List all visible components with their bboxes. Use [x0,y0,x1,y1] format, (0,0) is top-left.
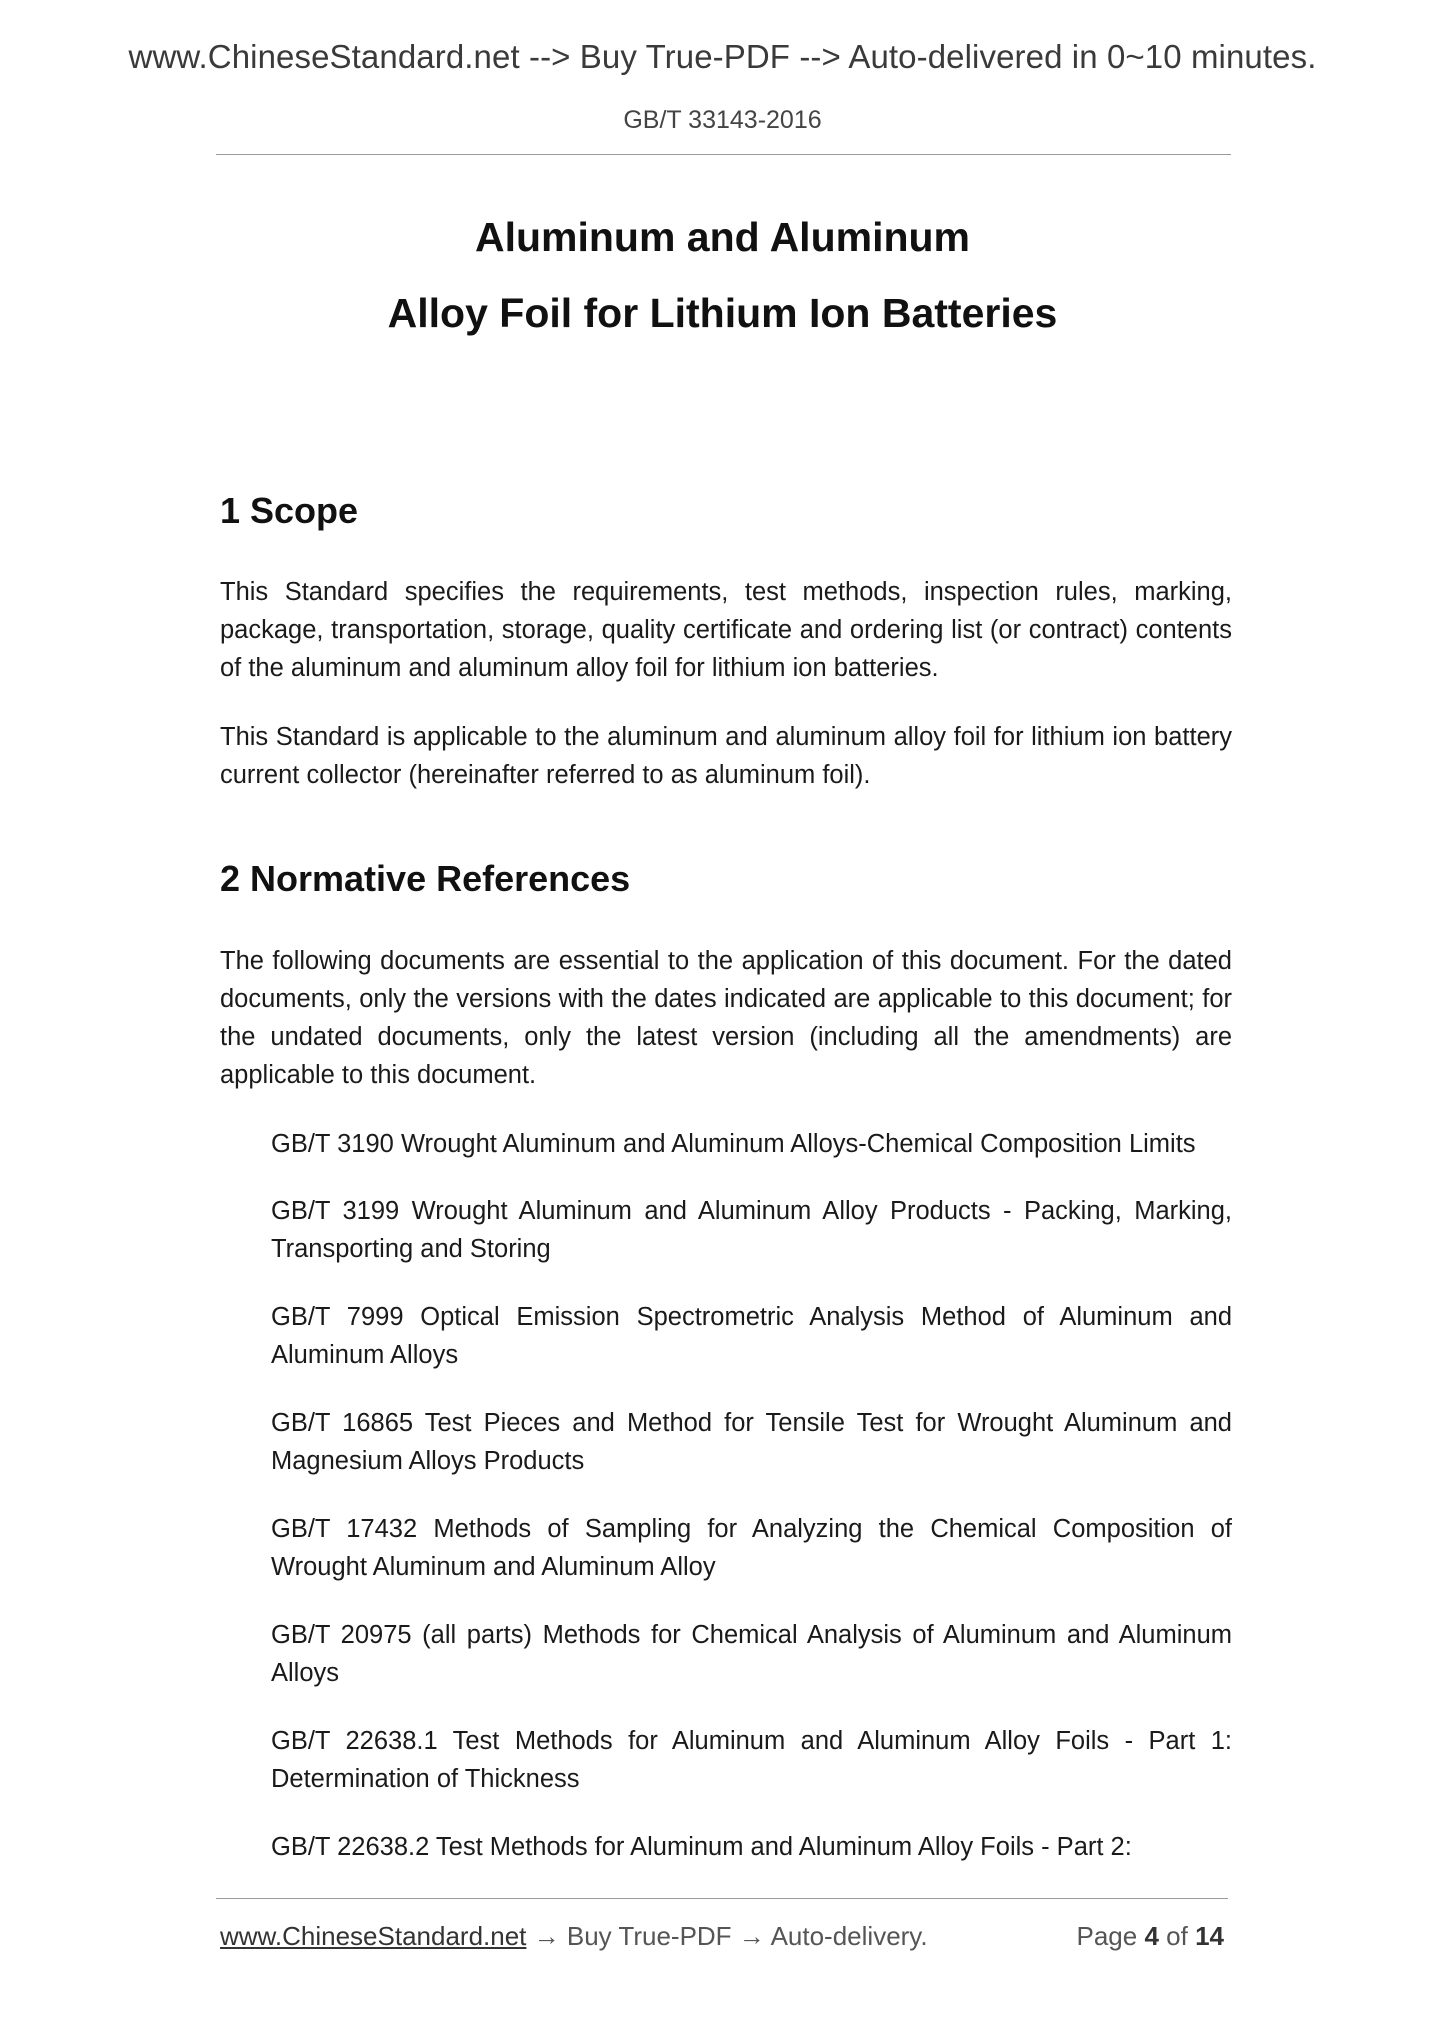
reference-item: GB/T 17432 Methods of Sampling for Analyzing the Chemical Composition of Wrought Aluminum and Aluminum Alloy [271,1515,1232,1581]
footer [220,1921,1232,1952]
reference-item: GB/T 3199 Wrought Aluminum and Aluminum Alloy Products - Packing, Marking, Transporting and Storing [271,1197,1232,1263]
reference-item: GB/T 16865 Test Pieces and Method for Tensile Test for Wrought Aluminum and Magnesium Alloys Products [271,1409,1232,1475]
page-of-label: of [1166,1921,1188,1951]
page-label: Page [1076,1921,1138,1951]
header-banner: www.ChineseStandard.net --> Buy True-PDF --> Auto-delivered in 0~10 minutes. [128,38,1317,75]
reference-item: GB/T 20975 (all parts) Methods for Chemical Analysis of Aluminum and Aluminum Alloys [271,1621,1232,1687]
title-line-2: Alloy Foil for Lithium Ion Batteries [387,290,1058,336]
normative-intro-paragraph: The following documents are essential to the application of this document. For the dated documents, only the versions with the dates indicated are applicable to this document; for the undated documents, only the latest version (including all the amendments) are applicable to this document. [220,947,1232,1089]
reference-item: GB/T 3190 Wrought Aluminum and Aluminum Alloys-Chemical Composition Limits [271,1130,1196,1158]
page-indicator [1076,1921,1224,1952]
section-heading-normative-references: 2 Normative References [220,858,631,899]
scope-paragraph-1: This Standard specifies the requirements, test methods, inspection rules, marking, package, transportation, storage, quality certificate and ordering list (or contract) contents of the aluminum and aluminum alloy foil for lithium ion batteries. [220,578,1232,682]
header-divider [216,154,1231,155]
document-code: GB/T 33143-2016 [623,106,822,134]
footer-site-link[interactable]: www.ChineseStandard.net [220,1921,527,1951]
page-total: 14 [1195,1921,1224,1951]
page-number: 4 [1144,1921,1159,1951]
reference-item: GB/T 7999 Optical Emission Spectrometric Analysis Method of Aluminum and Aluminum Alloys [271,1303,1232,1369]
section-heading-scope: 1 Scope [220,490,359,531]
reference-item: GB/T 22638.2 Test Methods for Aluminum and Aluminum Alloy Foils - Part 2: [271,1833,1132,1861]
reference-item: GB/T 22638.1 Test Methods for Aluminum and Aluminum Alloy Foils - Part 1: Determination of Thickness [271,1727,1232,1793]
scope-paragraph-2: This Standard is applicable to the aluminum and aluminum alloy foil for lithium ion battery current collector (hereinafter referred to as aluminum foil). [220,723,1232,789]
title-line-1: Aluminum and Aluminum [474,214,971,260]
footer-tagline: → Buy True-PDF → Auto-delivery. [526,1921,928,1951]
footer-divider [216,1898,1228,1899]
